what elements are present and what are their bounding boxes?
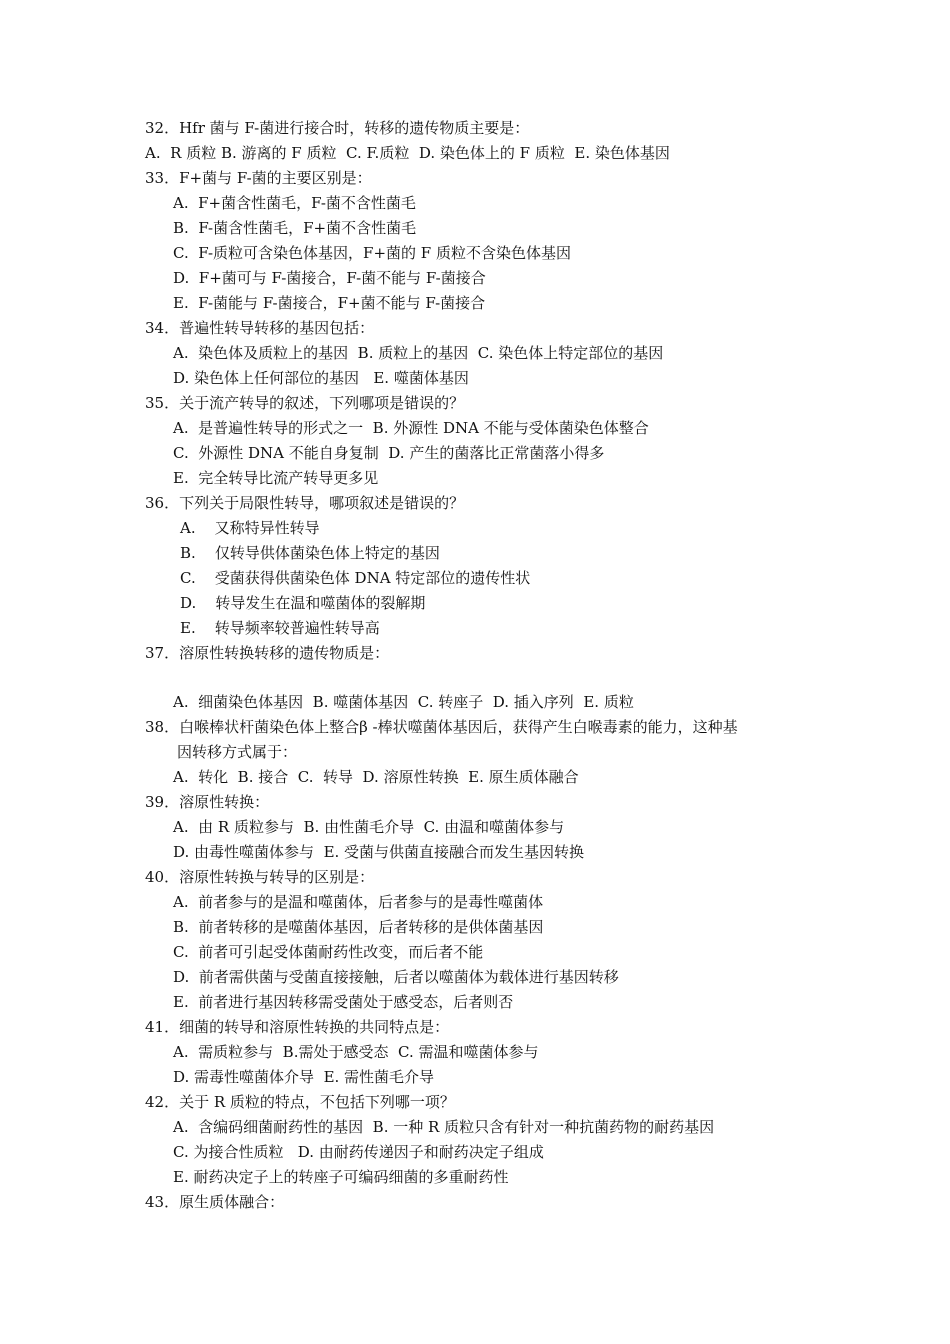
question-33: 33．F+菌与 F-菌的主要区别是： (145, 169, 372, 187)
question-39-options-1: A. 由 R 质粒参与 B. 由性菌毛介导 C. 由温和噬菌体参与 (173, 818, 565, 836)
question-33-option-a: A. F+菌含性菌毛，F-菌不含性菌毛 (173, 194, 416, 212)
question-40-option-a: A. 前者参与的是温和噬菌体，后者参与的是毒性噬菌体 (173, 893, 544, 911)
question-42-options-3: E. 耐药决定子上的转座子可编码细菌的多重耐药性 (173, 1168, 509, 1186)
question-36-option-d: D. 转导发生在温和噬菌体的裂解期 (180, 594, 426, 612)
question-40-option-b: B. 前者转移的是噬菌体基因，后者转移的是供体菌基因 (173, 918, 544, 936)
question-38-continued: 因转移方式属于： (177, 743, 298, 761)
question-40: 40．溶原性转换与转导的区别是： (145, 868, 375, 886)
question-37: 37．溶原性转换转移的遗传物质是： (145, 644, 390, 662)
question-38: 38．白喉棒状杆菌染色体上整合β -棒状噬菌体基因后，获得产生白喉毒素的能力，这种基 (145, 718, 738, 736)
question-37-options: A. 细菌染色体基因 B. 噬菌体基因 C. 转座子 D. 插入序列 E. 质粒 (173, 693, 634, 711)
question-39-options-2: D. 由毒性噬菌体参与 E. 受菌与供菌直接融合而发生基因转换 (173, 843, 585, 861)
question-34: 34．普遍性转导转移的基因包括： (145, 319, 375, 337)
question-33-option-b: B. F-菌含性菌毛，F+菌不含性菌毛 (173, 219, 417, 237)
question-42: 42．关于 R 质粒的特点，不包括下列哪一项？ (145, 1093, 455, 1111)
question-42-options-1: A. 含编码细菌耐药性的基因 B. 一种 R 质粒只含有针对一种抗菌药物的耐药基因 (173, 1118, 715, 1136)
question-34-options-2: D. 染色体上任何部位的基因 E. 噬菌体基因 (173, 369, 469, 387)
question-32: 32．Hfr 菌与 F-菌进行接合时，转移的遗传物质主要是： (145, 119, 530, 137)
question-40-option-e: E. 前者进行基因转移需受菌处于感受态，后者则否 (173, 993, 514, 1011)
question-33-option-c: C. F-质粒可含染色体基因，F+菌的 F 质粒不含染色体基因 (173, 244, 571, 262)
question-38-options: A. 转化 B. 接合 C. 转导 D. 溶原性转换 E. 原生质体融合 (173, 768, 579, 786)
question-40-option-d: D. 前者需供菌与受菌直接接触，后者以噬菌体为载体进行基因转移 (173, 968, 619, 986)
question-41-options-1: A. 需质粒参与 B.需处于感受态 C. 需温和噬菌体参与 (173, 1043, 539, 1061)
question-39: 39．溶原性转换： (145, 793, 270, 811)
question-35-options-3: E. 完全转导比流产转导更多见 (173, 469, 379, 487)
question-35: 35．关于流产转导的叙述，下列哪项是错误的？ (145, 394, 465, 412)
question-33-option-e: E. F-菌能与 F-菌接合，F+菌不能与 F-菌接合 (173, 294, 486, 312)
question-41-options-2: D. 需毒性噬菌体介导 E. 需性菌毛介导 (173, 1068, 435, 1086)
question-42-options-2: C. 为接合性质粒 D. 由耐药传递因子和耐药决定子组成 (173, 1143, 544, 1161)
question-33-option-d: D. F+菌可与 F-菌接合，F-菌不能与 F-菌接合 (173, 269, 486, 287)
question-36-option-b: B. 仅转导供体菌染色体上特定的基因 (180, 544, 440, 562)
question-35-options-2: C. 外源性 DNA 不能自身复制 D. 产生的菌落比正常菌落小得多 (173, 444, 605, 462)
question-36-option-a: A. 又称特异性转导 (180, 519, 320, 537)
question-36-option-c: C. 受菌获得供菌染色体 DNA 特定部位的遗传性状 (180, 569, 531, 587)
question-34-options-1: A. 染色体及质粒上的基因 B. 质粒上的基因 C. 染色体上特定部位的基因 (173, 344, 664, 362)
question-41: 41．细菌的转导和溶原性转换的共同特点是： (145, 1018, 450, 1036)
question-43: 43．原生质体融合： (145, 1193, 285, 1211)
question-35-options-1: A. 是普遍性转导的形式之一 B. 外源性 DNA 不能与受体菌染色体整合 (173, 419, 649, 437)
question-40-option-c: C. 前者可引起受体菌耐药性改变，而后者不能 (173, 943, 484, 961)
question-36: 36．下列关于局限性转导，哪项叙述是错误的？ (145, 494, 465, 512)
question-36-option-e: E. 转导频率较普遍性转导高 (180, 619, 380, 637)
question-32-options: A. R 质粒 B. 游离的 F 质粒 C. F.质粒 D. 染色体上的 F 质粒 E. 染色体基因 (145, 144, 670, 162)
